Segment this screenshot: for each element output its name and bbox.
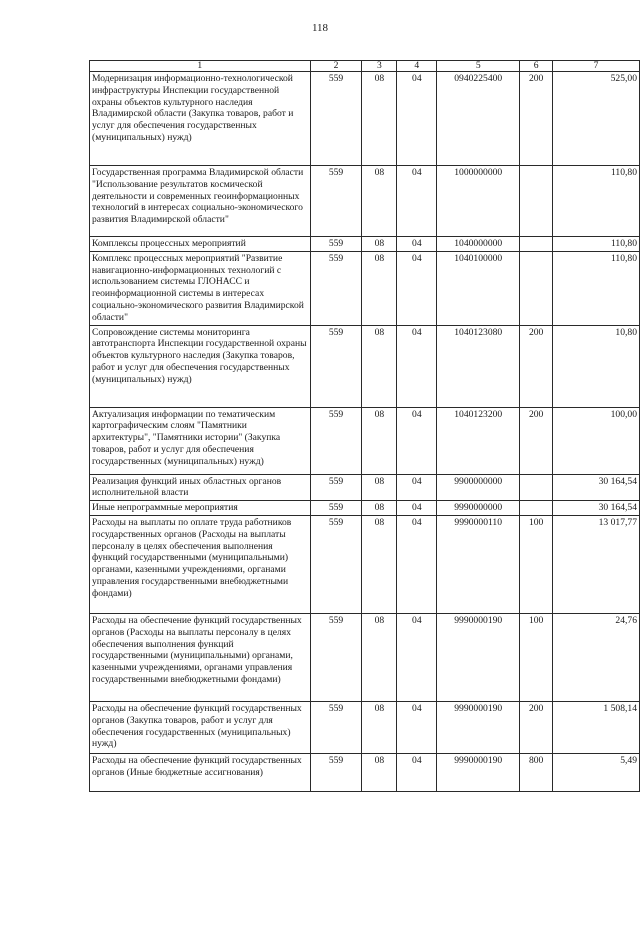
row-section-cell: 08 — [362, 501, 397, 516]
row-subsection-cell: 04 — [397, 407, 437, 474]
row-section-cell: 08 — [362, 701, 397, 753]
table-row — [90, 237, 640, 252]
table-row — [90, 325, 640, 407]
row-ved-cell: 559 — [310, 701, 362, 753]
header-cell: 1 — [90, 61, 311, 72]
row-type-cell — [520, 251, 553, 325]
row-subsection-cell: 04 — [397, 251, 437, 325]
table-row — [90, 474, 640, 501]
row-name-cell: Модернизация информационно-технологической инфраструктуры Инспекции государственной охраны объектов культурного наследия Владимирской области (Закупка товаров, работ и услуг для обеспечения государственных (муниципальных) нужд) — [90, 72, 311, 166]
row-amount-cell: 110,80 — [553, 237, 640, 252]
row-amount-cell: 525,00 — [553, 72, 640, 166]
header-cell: 6 — [520, 61, 553, 72]
row-ved-cell: 559 — [310, 166, 362, 237]
header-cell: 5 — [437, 61, 520, 72]
table-row — [90, 515, 640, 613]
row-section-cell: 08 — [362, 753, 397, 791]
row-type-cell — [520, 474, 553, 501]
row-type-cell: 200 — [520, 407, 553, 474]
row-amount-cell: 30 164,54 — [553, 474, 640, 501]
table-row — [90, 72, 640, 166]
row-ved-cell: 559 — [310, 251, 362, 325]
row-amount-cell: 100,00 — [553, 407, 640, 474]
row-type-cell: 800 — [520, 753, 553, 791]
row-ved-cell: 559 — [310, 515, 362, 613]
row-section-cell: 08 — [362, 325, 397, 407]
row-amount-cell: 10,80 — [553, 325, 640, 407]
row-type-cell — [520, 237, 553, 252]
row-name-cell: Расходы на выплаты по оплате труда работников государственных органов (Расходы на выплаты персоналу в целях обеспечения выполнения функций государственными (муниципальными) органами, казенными учреждениями, органами управления государственными внебюджетными фондами) — [90, 515, 311, 613]
row-amount-cell: 24,76 — [553, 613, 640, 701]
table-row — [90, 753, 640, 791]
row-type-cell: 100 — [520, 515, 553, 613]
row-ved-cell: 559 — [310, 501, 362, 516]
row-type-cell: 200 — [520, 701, 553, 753]
header-row — [90, 61, 640, 72]
row-target-cell: 0940225400 — [437, 72, 520, 166]
row-section-cell: 08 — [362, 72, 397, 166]
table-row — [90, 251, 640, 325]
header-cell: 3 — [362, 61, 397, 72]
row-section-cell: 08 — [362, 251, 397, 325]
row-target-cell: 1040123080 — [437, 325, 520, 407]
row-subsection-cell: 04 — [397, 613, 437, 701]
row-subsection-cell: 04 — [397, 474, 437, 501]
row-section-cell: 08 — [362, 474, 397, 501]
row-target-cell: 1040100000 — [437, 251, 520, 325]
row-subsection-cell: 04 — [397, 501, 437, 516]
row-type-cell: 200 — [520, 72, 553, 166]
header-cell: 4 — [397, 61, 437, 72]
row-amount-cell: 110,80 — [553, 251, 640, 325]
table-row — [90, 701, 640, 753]
row-subsection-cell: 04 — [397, 72, 437, 166]
row-ved-cell: 559 — [310, 72, 362, 166]
row-ved-cell: 559 — [310, 613, 362, 701]
row-ved-cell: 559 — [310, 325, 362, 407]
row-section-cell: 08 — [362, 613, 397, 701]
row-name-cell: Расходы на обеспечение функций государственных органов (Расходы на выплаты персоналу в целях обеспечения выполнения функций государственными (муниципальными) органами, казенными учреждениями, органами управления государственными внебюджетными фондами) — [90, 613, 311, 701]
row-amount-cell: 13 017,77 — [553, 515, 640, 613]
table-row — [90, 407, 640, 474]
row-amount-cell: 110,80 — [553, 166, 640, 237]
table-body — [90, 61, 640, 792]
row-target-cell: 9990000190 — [437, 613, 520, 701]
row-type-cell — [520, 501, 553, 516]
page-number: 118 — [311, 22, 329, 34]
row-subsection-cell: 04 — [397, 166, 437, 237]
row-subsection-cell: 04 — [397, 515, 437, 613]
row-target-cell: 1000000000 — [437, 166, 520, 237]
row-ved-cell: 559 — [310, 474, 362, 501]
row-name-cell: Комплекс процессных мероприятий "Развитие навигационно-информационных технологий с использованием системы ГЛОНАСС и геоинформационной системы в интересах социально-экономического развития Владимирской области" — [90, 251, 311, 325]
table-row — [90, 166, 640, 237]
row-name-cell: Сопровождение системы мониторинга автотранспорта Инспекции государственной охраны объектов культурного наследия (Закупка товаров, работ и услуг для обеспечения государственных (муниципальных) нужд) — [90, 325, 311, 407]
row-name-cell: Государственная программа Владимирской области "Использование результатов космической деятельности и современных геоинформационных технологий в интересах социально-экономического развития Владимирской области" — [90, 166, 311, 237]
row-target-cell: 1040000000 — [437, 237, 520, 252]
row-subsection-cell: 04 — [397, 237, 437, 252]
header-cell: 7 — [553, 61, 640, 72]
budget-table — [89, 60, 640, 792]
row-name-cell: Актуализация информации по тематическим картографическим слоям "Памятники архитектуры", "Памятники истории" (Закупка товаров, работ и услуг для обеспечения государственных (муниципальных) нужд) — [90, 407, 311, 474]
row-ved-cell: 559 — [310, 753, 362, 791]
row-amount-cell: 1 508,14 — [553, 701, 640, 753]
row-name-cell: Расходы на обеспечение функций государственных органов (Иные бюджетные ассигнования) — [90, 753, 311, 791]
row-ved-cell: 559 — [310, 407, 362, 474]
table-row — [90, 613, 640, 701]
row-name-cell: Расходы на обеспечение функций государственных органов (Закупка товаров, работ и услуг для обеспечения государственных (муниципальных) нужд) — [90, 701, 311, 753]
row-target-cell: 9990000000 — [437, 501, 520, 516]
table-row — [90, 501, 640, 516]
row-name-cell: Комплексы процессных мероприятий — [90, 237, 311, 252]
row-amount-cell: 5,49 — [553, 753, 640, 791]
row-target-cell: 1040123200 — [437, 407, 520, 474]
row-section-cell: 08 — [362, 166, 397, 237]
row-type-cell — [520, 166, 553, 237]
row-ved-cell: 559 — [310, 237, 362, 252]
row-target-cell: 9900000000 — [437, 474, 520, 501]
row-section-cell: 08 — [362, 237, 397, 252]
row-subsection-cell: 04 — [397, 701, 437, 753]
row-target-cell: 9990000190 — [437, 753, 520, 791]
row-target-cell: 9990000110 — [437, 515, 520, 613]
row-name-cell: Реализация функций иных областных органов исполнительной власти — [90, 474, 311, 501]
row-type-cell: 200 — [520, 325, 553, 407]
header-cell: 2 — [310, 61, 362, 72]
row-target-cell: 9990000190 — [437, 701, 520, 753]
row-section-cell: 08 — [362, 407, 397, 474]
row-amount-cell: 30 164,54 — [553, 501, 640, 516]
row-subsection-cell: 04 — [397, 325, 437, 407]
row-section-cell: 08 — [362, 515, 397, 613]
row-type-cell: 100 — [520, 613, 553, 701]
row-name-cell: Иные непрограммные мероприятия — [90, 501, 311, 516]
row-subsection-cell: 04 — [397, 753, 437, 791]
